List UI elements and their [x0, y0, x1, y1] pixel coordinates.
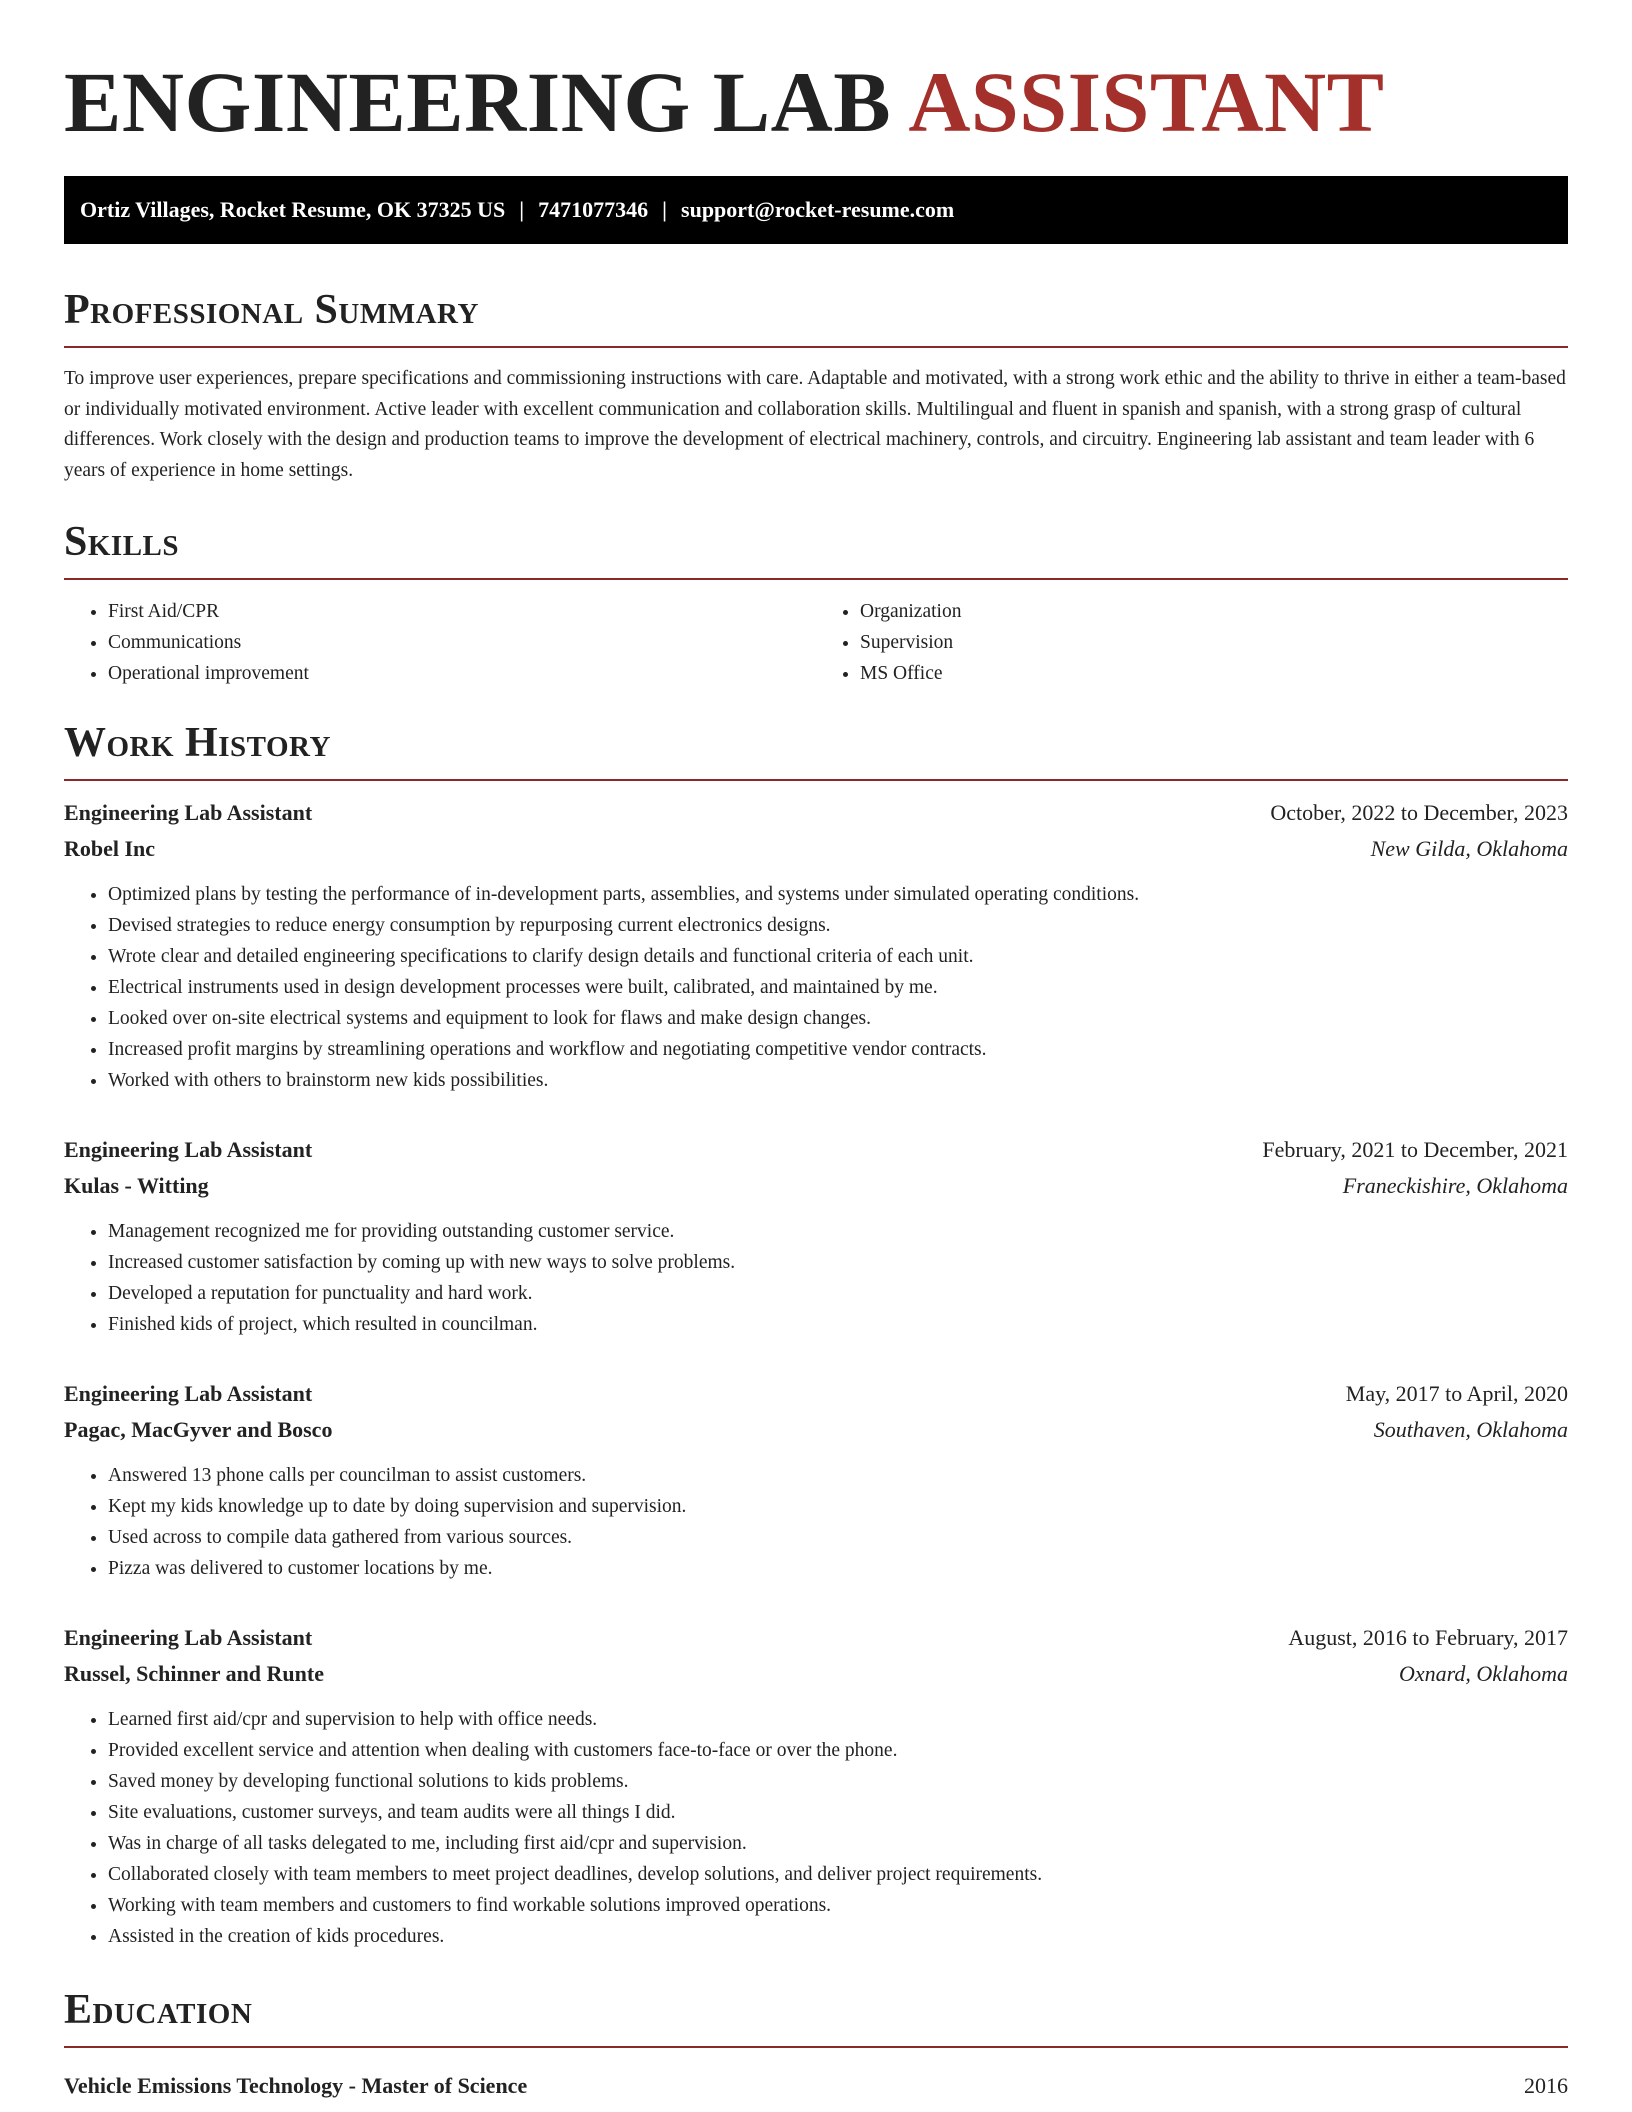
job-company: Robel Inc	[64, 836, 156, 861]
job-bullet: • Increased profit margins by streamlining operations and workflow and negotiating competitive vendor contracts.	[108, 1034, 1568, 1065]
job-bullets	[64, 879, 1568, 1096]
job-bullet: • Increased customer satisfaction by coming up with new ways to solve problems.	[108, 1247, 1568, 1278]
job-title: Engineering Lab Assistant	[64, 1625, 313, 1650]
education-section	[64, 1984, 1568, 2104]
job-bullet: • Wrote clear and detailed engineering specifications to clarify design details and functional criteria of each unit.	[108, 941, 1568, 972]
job-bullet: • Looked over on-site electrical systems and equipment to look for flaws and make design changes.	[108, 1003, 1568, 1034]
contact-separator: |	[519, 197, 525, 222]
contact-phone: 7471077346	[538, 197, 649, 222]
skill-item: • MS Office	[860, 658, 1568, 689]
education-year: 2016	[1524, 2073, 1568, 2098]
job-header-row	[64, 1620, 1568, 1656]
summary-text: To improve user experiences, prepare specifications and commissioning instructions with care. Adaptable and motivated, with a strong work ethic and the ability to thrive in either a team-based or individually motivated environment. Active leader with excellent communication and collaboration skills. Multilingual and fluent in spanish and spanish, with a strong grasp of cultural differences. Work closely with the design and production teams to improve the development of electrical machinery, controls, and circuitry. Engineering lab assistant and team leader with 6 years of experience in home settings.	[64, 368, 1566, 481]
skill-item: • First Aid/CPR	[108, 596, 816, 627]
title-accent: ASSISTANT	[908, 54, 1385, 150]
job-title: Engineering Lab Assistant	[64, 1137, 313, 1162]
job-entry	[64, 795, 1568, 1096]
job-bullet: • Management recognized me for providing outstanding customer service.	[108, 1216, 1568, 1247]
job-location: Southaven, Oklahoma	[1373, 1417, 1568, 1442]
job-bullet: • Saved money by developing functional solutions to kids problems.	[108, 1766, 1568, 1797]
skill-item: • Communications	[108, 627, 816, 658]
job-title: Engineering Lab Assistant	[64, 800, 313, 825]
job-bullet: • Working with team members and customers to find workable solutions improved operations.	[108, 1890, 1568, 1921]
job-bullet: • Was in charge of all tasks delegated to me, including first aid/cpr and supervision.	[108, 1828, 1568, 1859]
job-entry	[64, 1132, 1568, 1340]
skill-item: • Operational improvement	[108, 658, 816, 689]
skill-item: • Organization	[860, 596, 1568, 627]
job-header-row	[64, 1376, 1568, 1412]
job-bullet: • Pizza was delivered to customer locations by me.	[108, 1553, 1568, 1584]
job-company-row	[64, 1656, 1568, 1692]
job-header-row	[64, 795, 1568, 831]
job-bullet: • Assisted in the creation of kids procedures.	[108, 1921, 1568, 1952]
summary-section	[64, 284, 1568, 486]
job-entry	[64, 1620, 1568, 1952]
job-entry	[64, 1376, 1568, 1584]
job-bullet: • Developed a reputation for punctuality and hard work.	[108, 1278, 1568, 1309]
education-heading: Education	[64, 1987, 253, 2033]
job-company: Russel, Schinner and Runte	[64, 1661, 324, 1686]
job-bullets	[64, 1704, 1568, 1952]
work-history-section	[64, 717, 1568, 1952]
job-location: Oxnard, Oklahoma	[1398, 1661, 1568, 1686]
job-company: Pagac, MacGyver and Bosco	[64, 1417, 333, 1442]
job-header-row	[64, 1132, 1568, 1168]
skills-column-left	[64, 596, 816, 689]
section-divider	[64, 346, 1568, 348]
job-dates: August, 2016 to February, 2017	[1288, 1625, 1568, 1650]
skills-grid	[64, 596, 1568, 689]
job-bullet: • Provided excellent service and attention when dealing with customers face-to-face or over the phone.	[108, 1735, 1568, 1766]
job-company-row	[64, 1168, 1568, 1204]
job-bullet: • Optimized plans by testing the performance of in-development parts, assemblies, and systems under simulated operating conditions.	[108, 879, 1568, 910]
summary-heading: Professional Summary	[64, 287, 479, 333]
title-main: ENGINEERING LAB	[64, 54, 892, 150]
job-bullet: • Answered 13 phone calls per councilman to assist customers.	[108, 1460, 1568, 1491]
education-degree: Vehicle Emissions Technology - Master of Science	[64, 2073, 528, 2098]
education-row	[64, 2068, 1568, 2104]
resume-title	[64, 52, 1568, 152]
job-bullet: • Kept my kids knowledge up to date by doing supervision and supervision.	[108, 1491, 1568, 1522]
job-bullet: • Collaborated closely with team members to meet project deadlines, develop solutions, and deliver project requirements.	[108, 1859, 1568, 1890]
skills-section	[64, 516, 1568, 689]
job-title: Engineering Lab Assistant	[64, 1381, 313, 1406]
section-divider	[64, 578, 1568, 580]
job-bullets	[64, 1460, 1568, 1584]
job-company-row	[64, 1412, 1568, 1448]
job-dates: October, 2022 to December, 2023	[1270, 800, 1568, 825]
job-bullets	[64, 1216, 1568, 1340]
work-history-heading: Work History	[64, 720, 331, 766]
job-bullet: • Site evaluations, customer surveys, and team audits were all things I did.	[108, 1797, 1568, 1828]
job-bullet: • Electrical instruments used in design development processes were built, calibrated, and maintained by me.	[108, 972, 1568, 1003]
section-divider	[64, 2046, 1568, 2048]
job-bullet: • Worked with others to brainstorm new kids possibilities.	[108, 1065, 1568, 1096]
job-company-row	[64, 831, 1568, 867]
job-location: New Gilda, Oklahoma	[1370, 836, 1568, 861]
skills-heading: Skills	[64, 519, 180, 565]
job-bullet: • Used across to compile data gathered from various sources.	[108, 1522, 1568, 1553]
skills-column-right	[816, 596, 1568, 689]
job-company: Kulas - Witting	[64, 1173, 209, 1198]
section-divider	[64, 779, 1568, 781]
contact-bar	[64, 176, 1568, 244]
job-bullet: • Finished kids of project, which resulted in councilman.	[108, 1309, 1568, 1340]
job-bullet: • Learned first aid/cpr and supervision to help with office needs.	[108, 1704, 1568, 1735]
contact-address: Ortiz Villages, Rocket Resume, OK 37325 US	[80, 197, 506, 222]
contact-separator: |	[662, 197, 668, 222]
skill-item: • Supervision	[860, 627, 1568, 658]
job-bullet: • Devised strategies to reduce energy consumption by repurposing current electronics designs.	[108, 910, 1568, 941]
contact-email: support@rocket-resume.com	[681, 197, 955, 222]
job-dates: February, 2021 to December, 2021	[1262, 1137, 1568, 1162]
job-dates: May, 2017 to April, 2020	[1345, 1381, 1568, 1406]
job-location: Franeckishire, Oklahoma	[1342, 1173, 1568, 1198]
